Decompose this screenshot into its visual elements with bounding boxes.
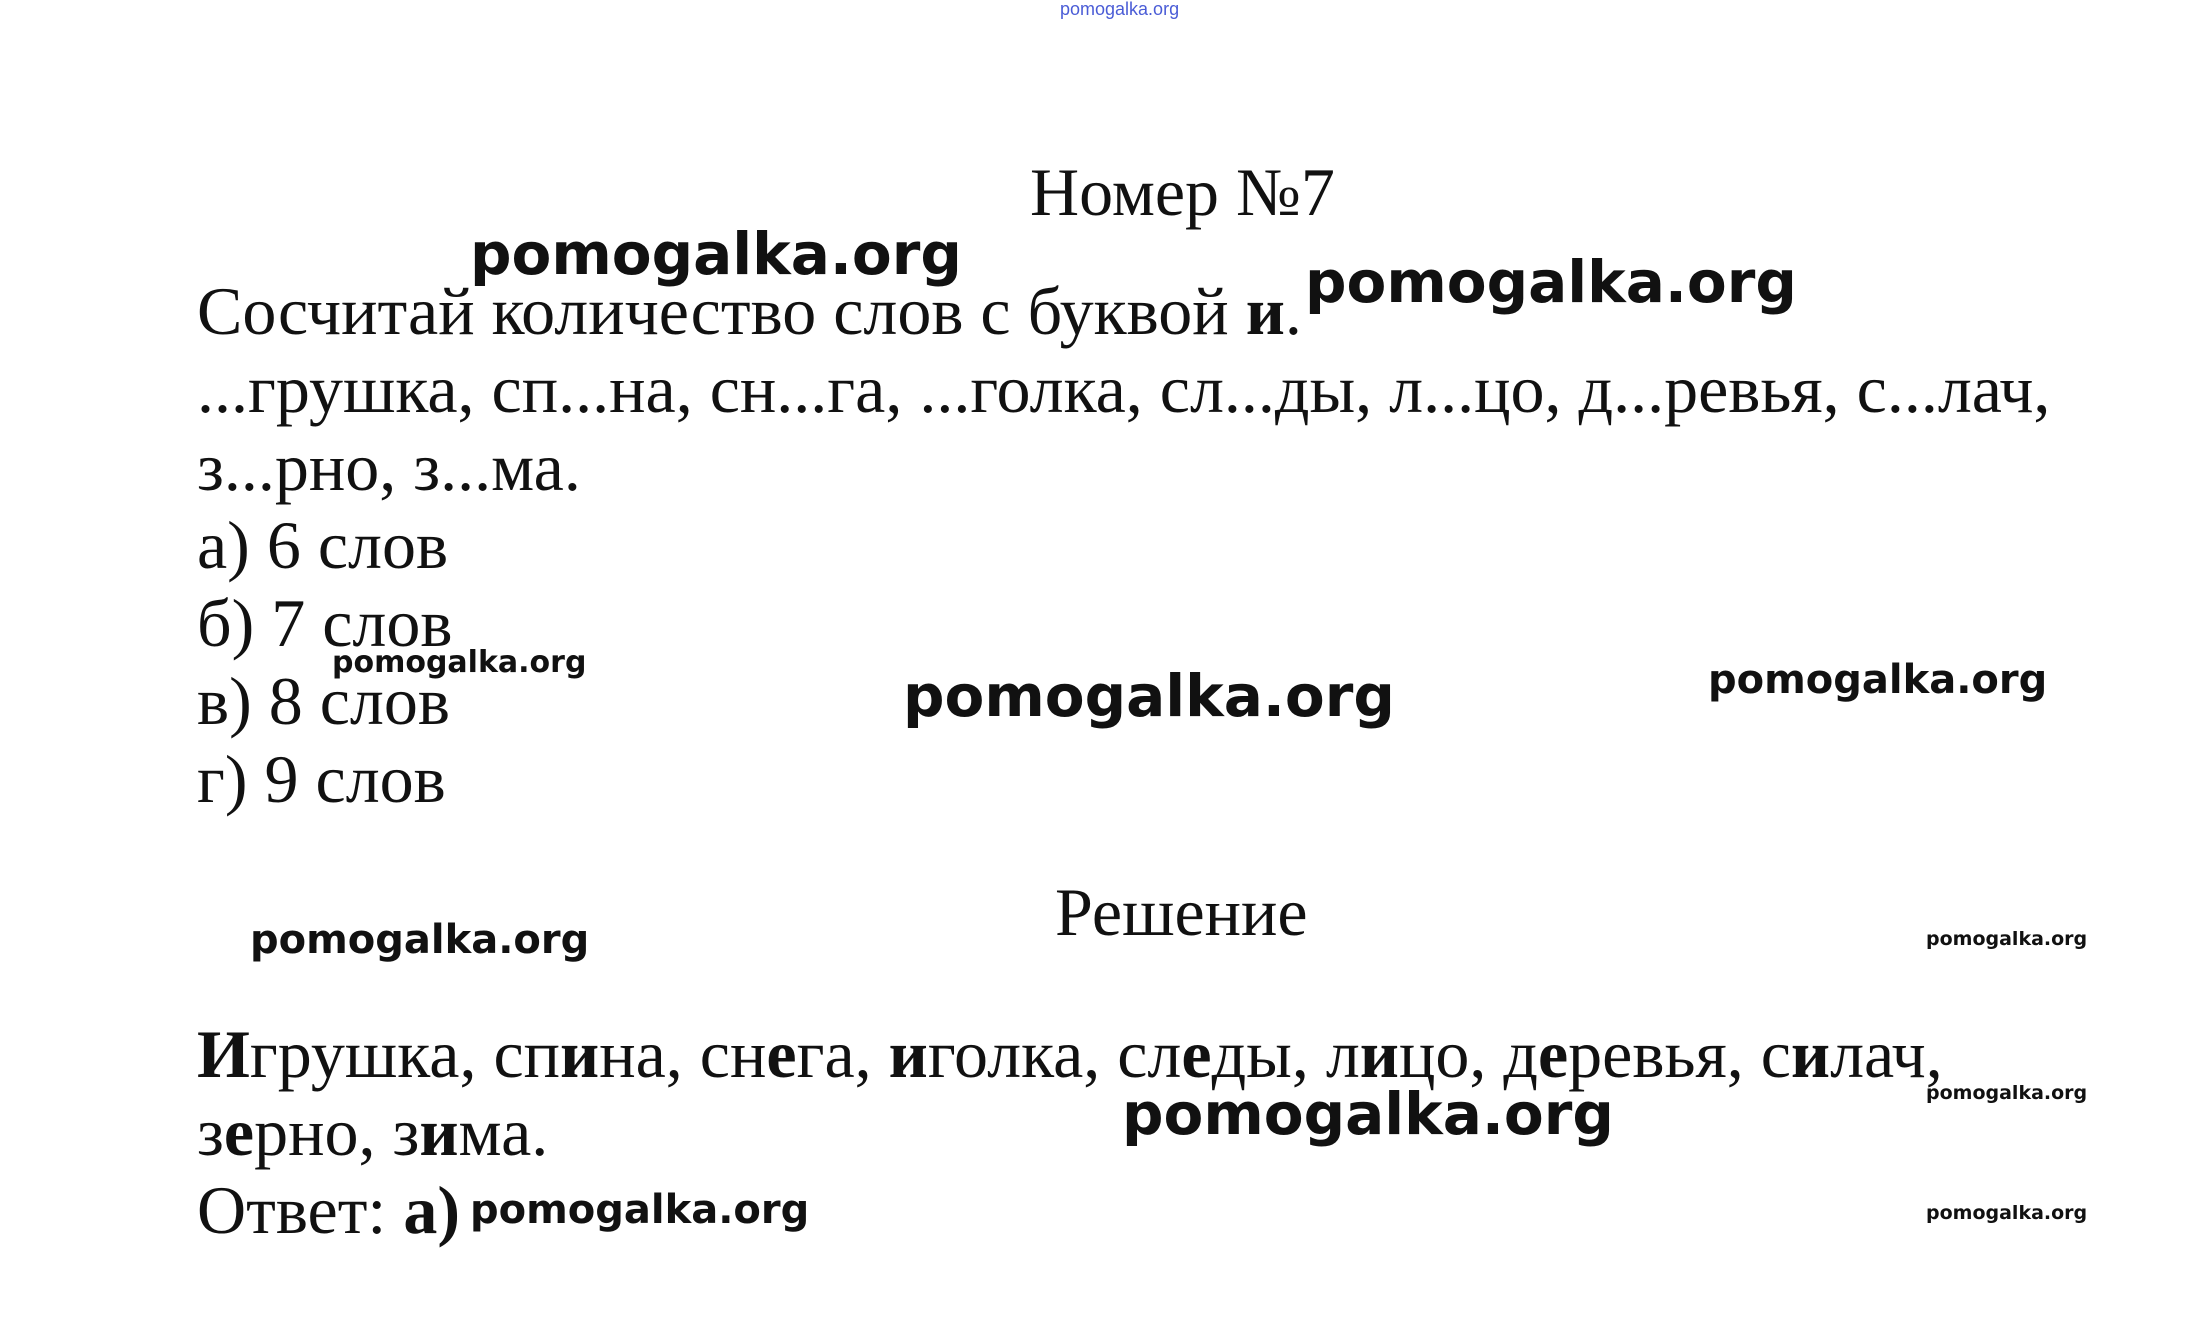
highlighted-letter: е [223, 1094, 255, 1170]
highlighted-letter: и [1359, 1016, 1399, 1092]
question-letter: и [1245, 273, 1285, 349]
highlighted-letter: и [1790, 1016, 1831, 1092]
watermark: pomogalka.org [250, 917, 590, 963]
question-prefix: Сосчитай количество слов с буквой [197, 273, 1246, 349]
word-fragment: ды, л [1211, 1016, 1360, 1092]
answer-value: а) [403, 1172, 460, 1248]
answer-label: Ответ: [197, 1172, 404, 1248]
watermark: pomogalka.org [903, 662, 1395, 730]
watermark: pomogalka.org [1926, 1082, 2088, 1104]
site-link[interactable]: pomogalka.org [1060, 0, 1180, 19]
option-c: в) 8 слов [197, 663, 450, 739]
watermark: pomogalka.org [1708, 657, 2048, 703]
highlighted-letter: е [1537, 1016, 1569, 1092]
highlighted-letter: и [419, 1094, 459, 1170]
watermark: pomogalka.org [1926, 1202, 2088, 1224]
word-fragment: голка, сл [927, 1016, 1182, 1092]
word-fragment: з [197, 1094, 224, 1170]
word-fragment: грушка, сп [249, 1016, 561, 1092]
option-d: г) 9 слов [197, 741, 446, 817]
watermark: pomogalka.org [470, 220, 962, 288]
words-line-2: з...рно, з...ма. [197, 429, 581, 505]
option-a: а) 6 слов [197, 507, 449, 583]
word-fragment: ма. [458, 1094, 549, 1170]
watermark: pomogalka.org [470, 1187, 810, 1233]
question-end: . [1284, 273, 1302, 349]
solution-line-2 [197, 1094, 549, 1170]
highlighted-letter: е [1181, 1016, 1212, 1092]
word-fragment: рно, з [254, 1094, 420, 1170]
word-fragment: лач, [1830, 1016, 1943, 1092]
watermark: pomogalka.org [1305, 248, 1797, 316]
watermark: pomogalka.org [1926, 928, 2088, 950]
task-title: Номер №7 [1030, 154, 1335, 230]
word-fragment: га, [796, 1016, 889, 1092]
highlighted-letter: И [197, 1016, 250, 1092]
highlighted-letter: и [560, 1016, 600, 1092]
word-fragment: цо, д [1398, 1016, 1538, 1092]
word-fragment: на, сн [599, 1016, 767, 1092]
answer [197, 1172, 460, 1248]
highlighted-letter: и [888, 1016, 928, 1092]
watermark: pomogalka.org [1122, 1080, 1614, 1148]
word-fragment: ревья, с [1568, 1016, 1791, 1092]
highlighted-letter: е [766, 1016, 797, 1092]
option-b: б) 7 слов [197, 585, 453, 661]
words-line-1: ...грушка, сп...на, сн...га, ...голка, сл...ды, л...цо, д...ревья, с...лач, [197, 351, 2051, 427]
solution-line-1 [197, 1016, 1943, 1092]
watermark: pomogalka.org [332, 645, 587, 680]
solution-title: Решение [1055, 874, 1308, 950]
